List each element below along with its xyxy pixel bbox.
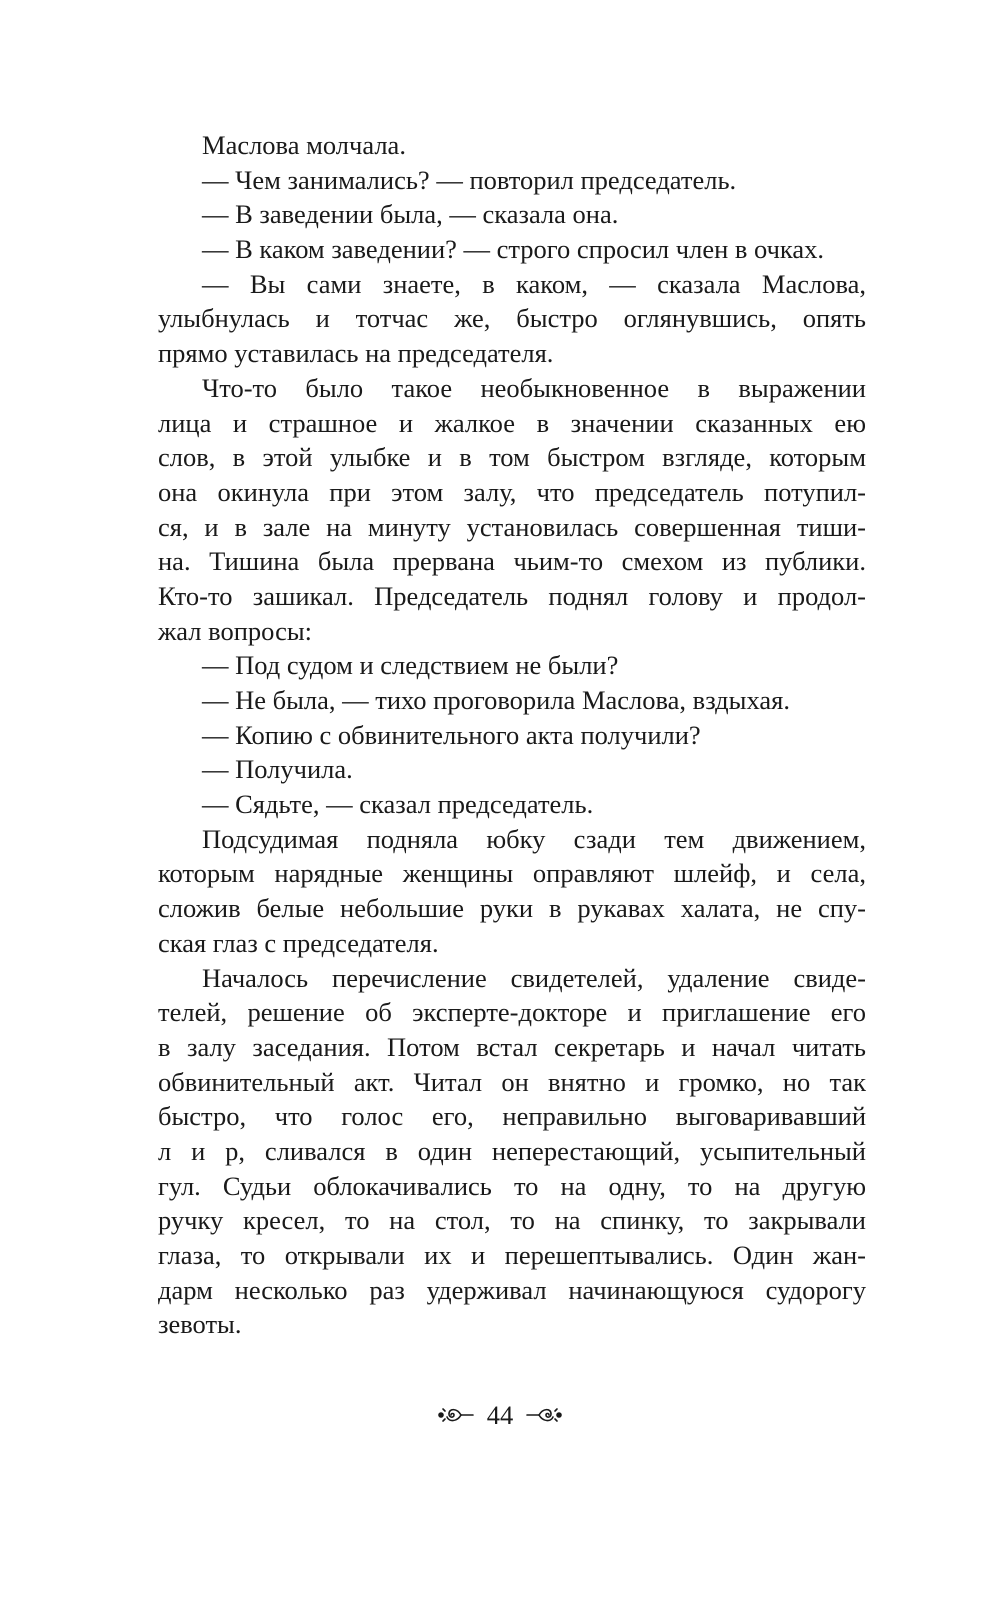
text-line: Подсудимая подняла юбку сзади тем движением,	[202, 823, 866, 854]
text-line: — Сядьте, — сказал председатель.	[202, 789, 594, 820]
text-line: зевоты.	[158, 1309, 242, 1340]
text-line: она окинула при этом залу, что председатель потупил-	[158, 476, 866, 507]
scroll-ornament-icon	[525, 1403, 565, 1427]
page-footer	[0, 1395, 1000, 1435]
text-line: быстро, что голос его, неправильно выговаривавший	[158, 1101, 866, 1132]
text-line: прямо уставилась на председателя.	[158, 338, 554, 369]
text-line: — Копию с обвинительного акта получили?	[202, 719, 701, 750]
text-line: лица и страшное и жалкое в значении сказанных ею	[158, 407, 866, 438]
text-line: Началось перечисление свидетелей, удаление свиде-	[202, 962, 866, 993]
text-line: — Не была, — тихо проговорила Маслова, вздыхая.	[202, 685, 790, 715]
text-line: — Чем занимались? — повторил председатель.	[202, 164, 737, 195]
text-line: дарм несколько раз удерживал начинающуюся судорогу	[158, 1274, 866, 1305]
text-line: — В заведении была, — сказала она.	[202, 199, 619, 230]
text-line: Маслова молчала.	[202, 130, 406, 160]
text-line: улыбнулась и тотчас же, быстро оглянувшись, опять	[158, 303, 866, 334]
text-line: гул. Судьи облокачивались то на одну, то на другую	[158, 1170, 866, 1201]
text-line: сложив белые небольшие руки в рукавах халата, не спу-	[158, 893, 866, 924]
text-line: Что-то было такое необыкновенное в выражении	[202, 372, 866, 403]
body-text	[158, 128, 866, 1342]
text-line: обвинительный акт. Читал он внятно и громко, но так	[158, 1066, 866, 1097]
text-line: на. Тишина была прервана чьим-то смехом из публики.	[158, 546, 866, 577]
text-line: которым нарядные женщины оправляют шлейф, и села,	[158, 858, 866, 889]
text-line: л и р, сливался в один неперестающий, усыпительный	[158, 1135, 866, 1166]
text-line: в залу заседания. Потом встал секретарь и начал читать	[158, 1031, 866, 1062]
text-line: глаза, то открывали их и перешептывались. Один жан-	[158, 1240, 866, 1270]
text-line: ся, и в зале на минуту установилась совершенная тиши-	[158, 511, 866, 542]
text-line: телей, решение об эксперте-докторе и приглашение его	[158, 997, 866, 1028]
text-line: — Получила.	[202, 754, 353, 785]
text-line: — Под судом и следствием не были?	[202, 650, 619, 681]
text-line: жал вопросы:	[158, 615, 313, 646]
text-line: — В каком заведении? — строго спросил член в очках.	[202, 234, 825, 265]
text-line: — Вы сами знаете, в каком, — сказала Маслова,	[202, 268, 866, 299]
scroll-ornament-icon	[435, 1403, 475, 1427]
text-line: ская глаз с председателя.	[158, 927, 439, 958]
text-line: ручку кресел, то на стол, то на спинку, то закрывали	[158, 1205, 866, 1236]
text-line: слов, в этой улыбке и в том быстром взгляде, которым	[158, 442, 866, 473]
text-line: Кто-то зашикал. Председатель поднял голову и продол-	[158, 580, 866, 611]
page-number: 44	[486, 1399, 514, 1430]
